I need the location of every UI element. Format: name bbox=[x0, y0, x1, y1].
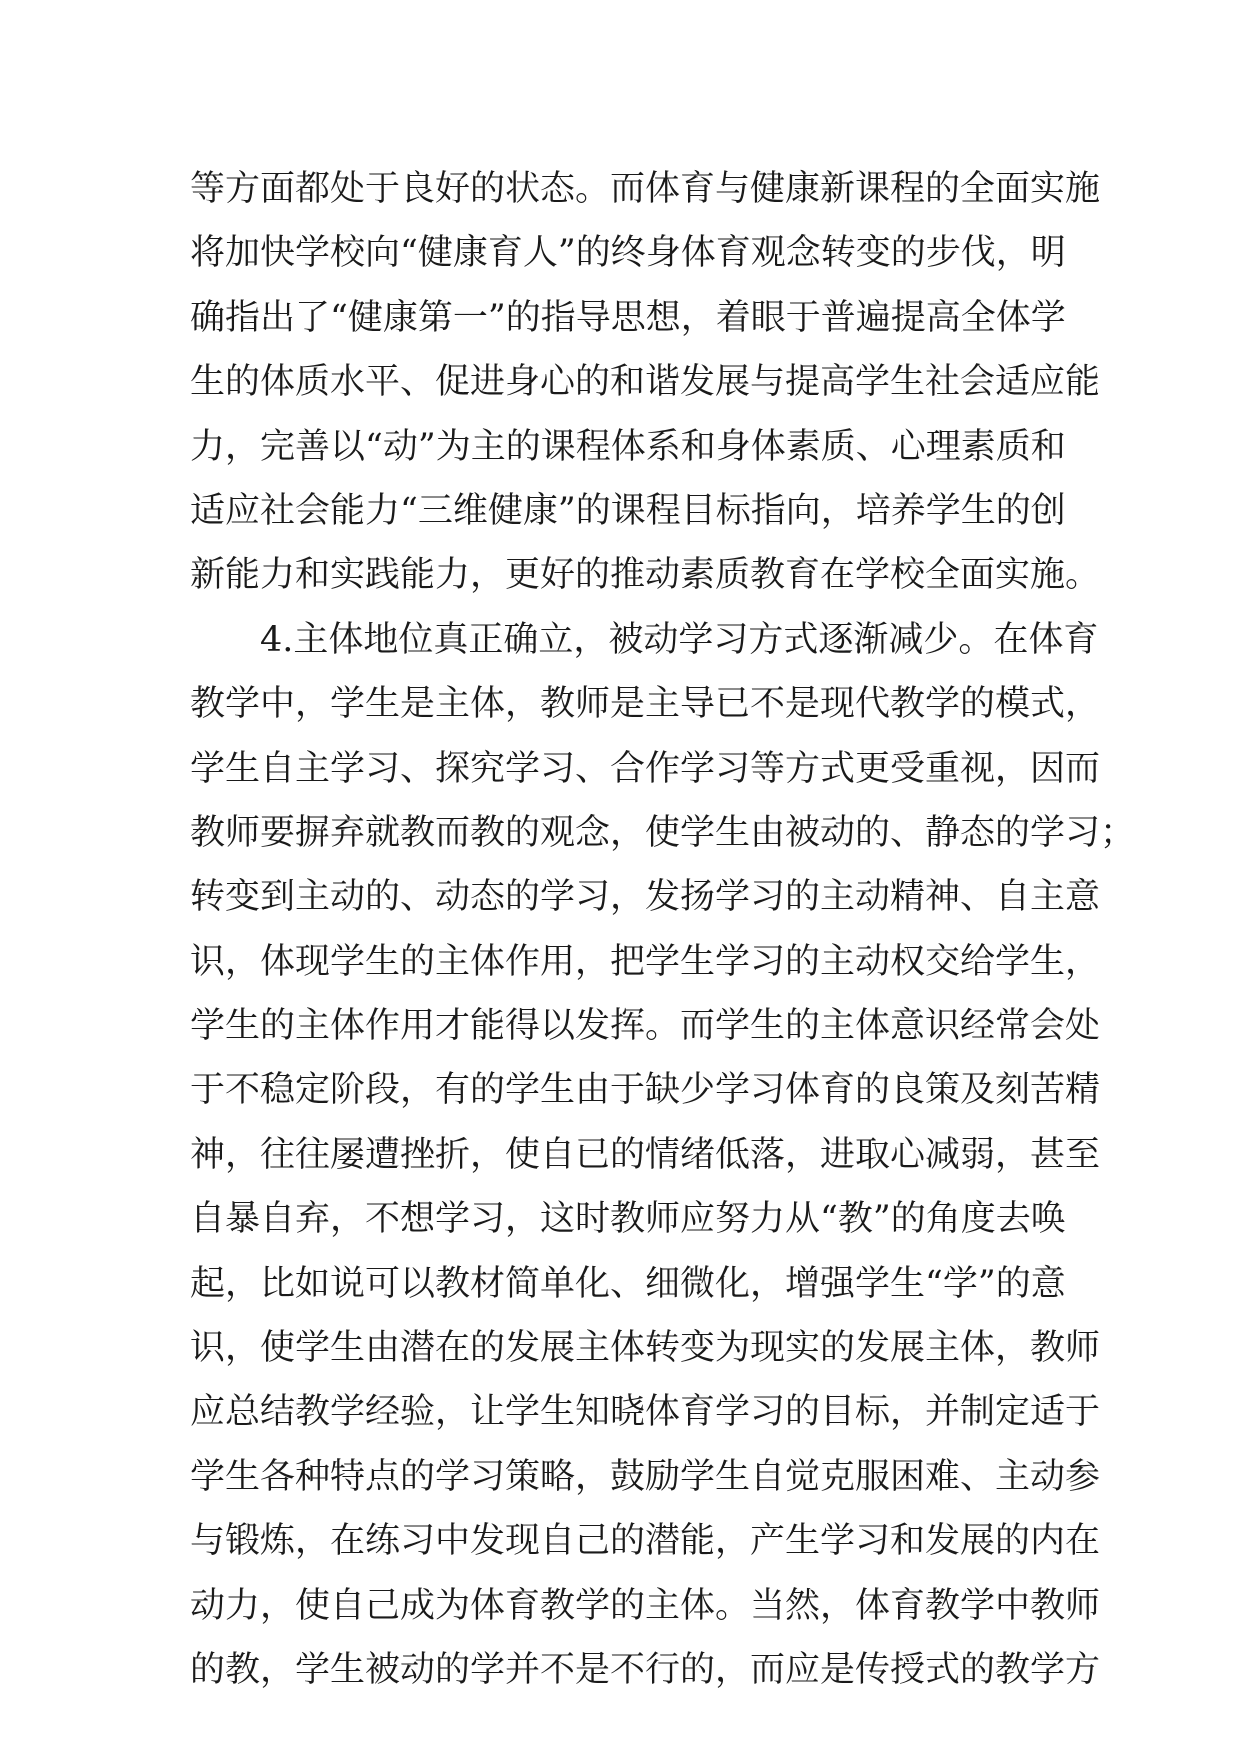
text-line: 应总结教学经验，让学生知晓体育学习的目标，并制定适于 bbox=[190, 1392, 1101, 1433]
text-line: 等方面都处于良好的状态。而体育与健康新课程的全面实施 bbox=[190, 169, 1101, 209]
text-line: 与锻炼，在练习中发现自己的潜能，产生学习和发展的内在 bbox=[190, 1521, 1101, 1562]
text-line: 动力，使自己成为体育教学的主体。当然，体育教学中教师 bbox=[190, 1585, 1101, 1626]
text-line: 新能力和实践能力，更好的推动素质教育在学校全面实施。 bbox=[190, 555, 1101, 596]
text-line: 的教，学生被动的学并不是不行的，而应是传授式的教学方 bbox=[190, 1649, 1101, 1690]
text-line: 适应社会能力“三维健康”的课程目标指向，培养学生的创 bbox=[190, 490, 1066, 531]
text-line: 学生的主体作用才能得以发挥。而学生的主体意识经常会处 bbox=[190, 1006, 1101, 1047]
paragraph-start-line: 4.主体地位真正确立，被动学习方式逐渐减少。在体育 bbox=[260, 619, 1099, 660]
text-line: 识，体现学生的主体作用，把学生学习的主动权交给学生， bbox=[190, 941, 1101, 982]
text-line: 起，比如说可以教材简单化、细微化，增强学生“学”的意 bbox=[190, 1263, 1066, 1304]
text-line: 自暴自弃，不想学习，这时教师应努力从“教”的角度去唤 bbox=[190, 1199, 1066, 1240]
text-line: 转变到主动的、动态的学习，发扬学习的主动精神、自主意 bbox=[190, 877, 1101, 918]
text-line: 教师要摒弃就教而教的观念，使学生由被动的、静态的学习； bbox=[190, 812, 1136, 853]
text-line: 神，往往屡遭挫折，使自已的情绪低落，进取心减弱，甚至 bbox=[190, 1134, 1101, 1175]
text-line: 教学中，学生是主体，教师是主导已不是现代教学的模式， bbox=[190, 684, 1101, 725]
text-line: 确指出了“健康第一”的指导思想，着眼于普遍提高全体学 bbox=[190, 297, 1066, 338]
text-line: 学生自主学习、探究学习、合作学习等方式更受重视，因而 bbox=[190, 748, 1101, 789]
text-line: 力，完善以“动”为主的课程体系和身体素质、心理素质和 bbox=[190, 426, 1066, 467]
text-line: 将加快学校向“健康育人”的终身体育观念转变的步伐，明 bbox=[190, 233, 1066, 274]
text-line: 识，使学生由潜在的发展主体转变为现实的发展主体，教师 bbox=[190, 1328, 1101, 1369]
text-line: 生的体质水平、促进身心的和谐发展与提高学生社会适应能 bbox=[190, 362, 1101, 403]
body-text bbox=[190, 157, 1136, 1702]
text-line: 于不稳定阶段，有的学生由于缺少学习体育的良策及刻苦精 bbox=[190, 1070, 1101, 1111]
text-line: 学生各种特点的学习策略，鼓励学生自觉克服困难、主动参 bbox=[190, 1456, 1101, 1497]
